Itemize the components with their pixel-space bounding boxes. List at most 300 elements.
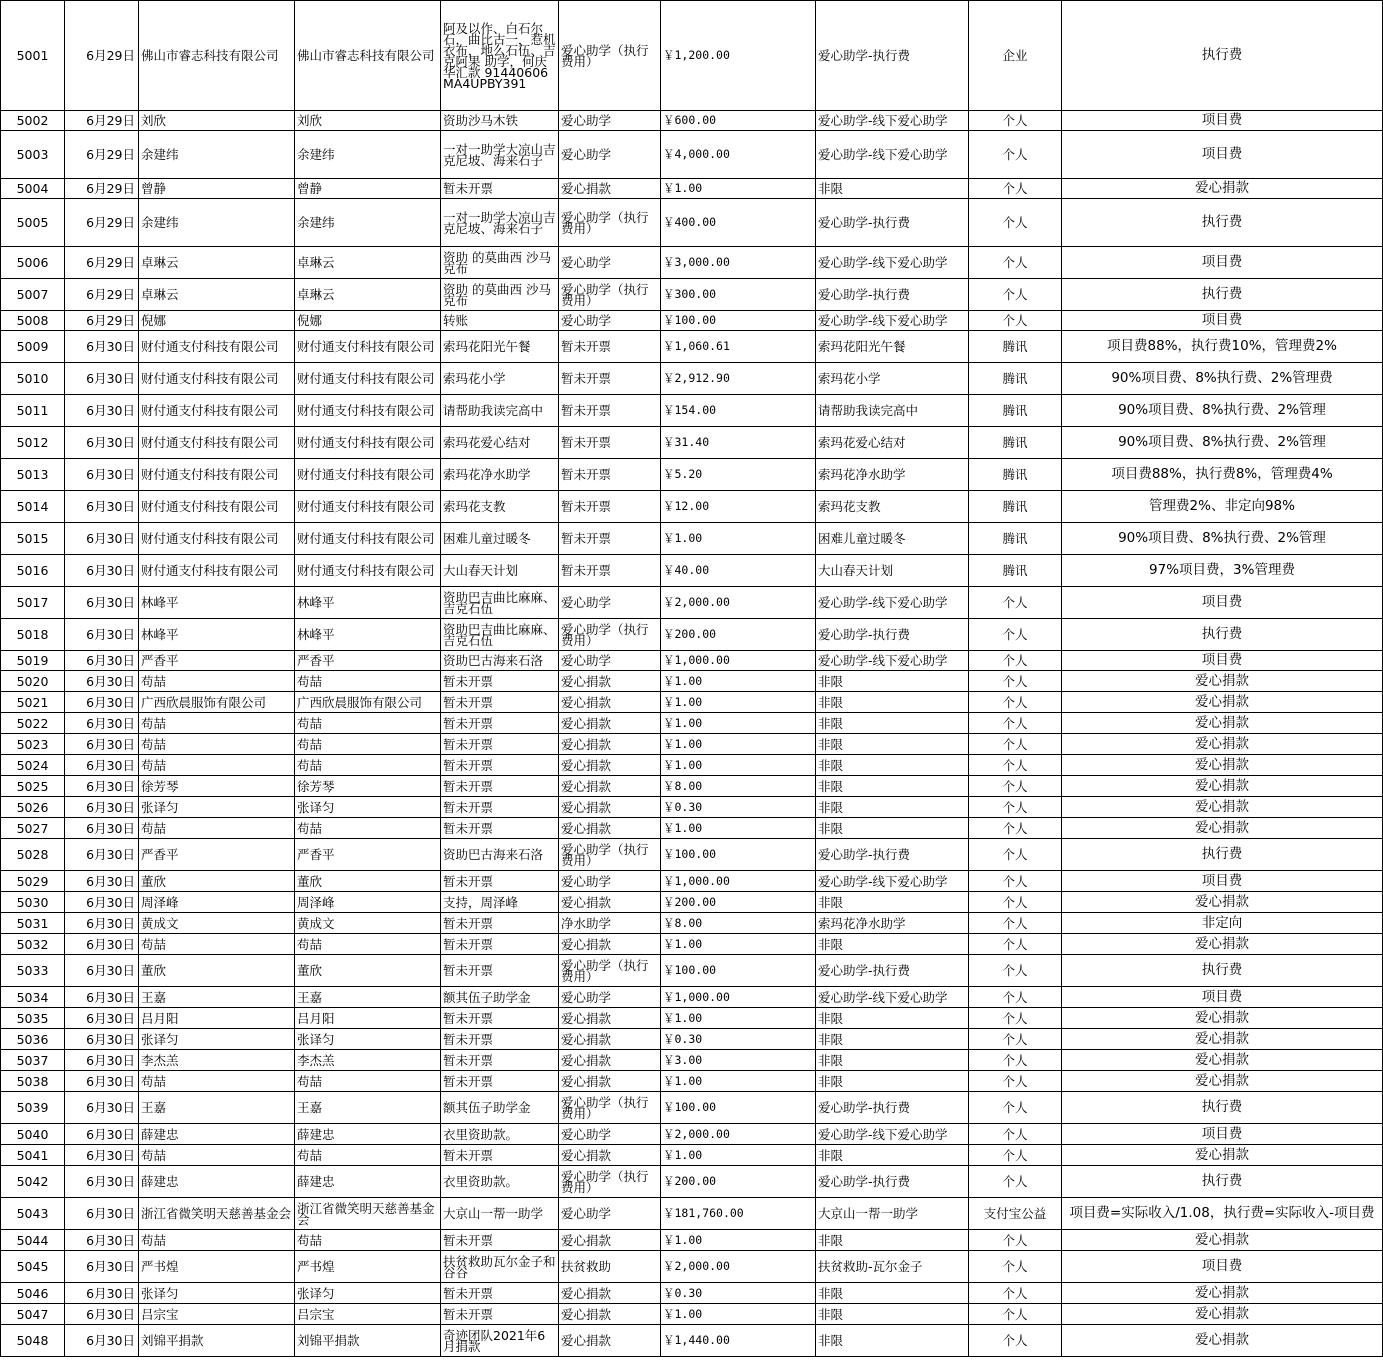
table-row <box>1 892 1383 913</box>
row-donor-name: 财付通支付科技有限公司 <box>139 331 295 363</box>
row-payer-name: 苟喆 <box>295 1071 441 1092</box>
row-date: 6月30日 <box>65 734 139 755</box>
row-payer-name: 张译匀 <box>295 1029 441 1050</box>
row-fee-category: 项目费 <box>1062 871 1383 892</box>
row-project: 爱心助学-线下爱心助学 <box>816 131 969 179</box>
row-donation-type: 爱心捐款 <box>559 1230 661 1251</box>
row-payer-name: 周泽峰 <box>295 892 441 913</box>
table-row <box>1 1325 1383 1357</box>
row-id: 5012 <box>1 427 65 459</box>
row-project: 非限 <box>816 1145 969 1166</box>
row-source: 腾讯 <box>969 395 1062 427</box>
row-source: 个人 <box>969 1230 1062 1251</box>
row-donation-type: 扶贫救助 <box>559 1251 661 1283</box>
row-fee-category: 执行费 <box>1062 1166 1383 1198</box>
row-payer-name: 苟喆 <box>295 755 441 776</box>
row-project: 爱心助学-线下爱心助学 <box>816 111 969 131</box>
row-source: 支付宝公益 <box>969 1198 1062 1230</box>
row-memo: 转账 <box>441 311 559 331</box>
row-fee-category: 90%项目费、8%执行费、2%管理 <box>1062 427 1383 459</box>
row-memo: 暂未开票 <box>441 955 559 987</box>
row-date: 6月30日 <box>65 619 139 651</box>
row-memo: 支持，周泽峰 <box>441 892 559 913</box>
table-row <box>1 1230 1383 1251</box>
row-memo: 扶贫救助瓦尔金子和谷谷 <box>441 1251 559 1283</box>
row-id: 5010 <box>1 363 65 395</box>
row-id: 5031 <box>1 913 65 934</box>
row-date: 6月30日 <box>65 555 139 587</box>
row-date: 6月30日 <box>65 871 139 892</box>
row-memo: 资助巴吉曲比麻麻、吉克石伍 <box>441 587 559 619</box>
row-source: 个人 <box>969 131 1062 179</box>
row-memo: 暂未开票 <box>441 871 559 892</box>
row-donor-name: 林峰平 <box>139 619 295 651</box>
table-row <box>1 1198 1383 1230</box>
row-source: 个人 <box>969 651 1062 671</box>
row-source: 企业 <box>969 1 1062 111</box>
row-amount: ￥1,200.00 <box>661 1 816 111</box>
table-row <box>1 179 1383 199</box>
row-amount: ￥1.00 <box>661 1230 816 1251</box>
row-date: 6月30日 <box>65 987 139 1008</box>
row-donation-type: 爱心捐款 <box>559 892 661 913</box>
row-source: 个人 <box>969 776 1062 797</box>
row-id: 5028 <box>1 839 65 871</box>
row-donor-name: 吕月阳 <box>139 1008 295 1029</box>
row-fee-category: 非定向 <box>1062 913 1383 934</box>
row-date: 6月29日 <box>65 111 139 131</box>
row-project: 非限 <box>816 755 969 776</box>
row-amount: ￥40.00 <box>661 555 816 587</box>
row-donor-name: 徐芳琴 <box>139 776 295 797</box>
row-source: 个人 <box>969 1092 1062 1124</box>
row-donation-type: 爱心助学（执行费用） <box>559 619 661 651</box>
row-donor-name: 卓琳云 <box>139 279 295 311</box>
row-source: 个人 <box>969 987 1062 1008</box>
row-project: 爱心助学-执行费 <box>816 1166 969 1198</box>
row-date: 6月30日 <box>65 395 139 427</box>
row-id: 5045 <box>1 1251 65 1283</box>
row-amount: ￥1.00 <box>661 523 816 555</box>
row-date: 6月30日 <box>65 427 139 459</box>
row-payer-name: 李杰羔 <box>295 1050 441 1071</box>
row-memo: 暂未开票 <box>441 692 559 713</box>
row-donor-name: 财付通支付科技有限公司 <box>139 459 295 491</box>
row-project: 非限 <box>816 1283 969 1304</box>
row-amount: ￥1.00 <box>661 692 816 713</box>
row-date: 6月30日 <box>65 839 139 871</box>
row-id: 5042 <box>1 1166 65 1198</box>
row-donation-type: 爱心助学（执行费用） <box>559 955 661 987</box>
row-source: 个人 <box>969 311 1062 331</box>
table-row <box>1 1008 1383 1029</box>
row-donation-type: 爱心捐款 <box>559 1283 661 1304</box>
row-amount: ￥300.00 <box>661 279 816 311</box>
table-row <box>1 934 1383 955</box>
row-donation-type: 爱心捐款 <box>559 1071 661 1092</box>
row-donor-name: 张译匀 <box>139 797 295 818</box>
row-memo: 暂未开票 <box>441 179 559 199</box>
row-donation-type: 暂未开票 <box>559 331 661 363</box>
row-payer-name: 财付通支付科技有限公司 <box>295 491 441 523</box>
row-donor-name: 苟喆 <box>139 734 295 755</box>
row-donor-name: 浙江省微笑明天慈善基金会 <box>139 1198 295 1230</box>
row-memo: 暂未开票 <box>441 1145 559 1166</box>
row-memo: 衣里资助款。 <box>441 1166 559 1198</box>
table-row <box>1 491 1383 523</box>
row-payer-name: 王嘉 <box>295 1092 441 1124</box>
row-memo: 暂未开票 <box>441 1283 559 1304</box>
table-row <box>1 713 1383 734</box>
row-project: 请帮助我读完高中 <box>816 395 969 427</box>
row-donor-name: 苟喆 <box>139 1071 295 1092</box>
row-source: 个人 <box>969 955 1062 987</box>
row-payer-name: 苟喆 <box>295 734 441 755</box>
row-payer-name: 吕宗宝 <box>295 1304 441 1325</box>
row-source: 个人 <box>969 1283 1062 1304</box>
row-date: 6月30日 <box>65 1251 139 1283</box>
row-donor-name: 董欣 <box>139 871 295 892</box>
row-fee-category: 项目费 <box>1062 111 1383 131</box>
row-source: 个人 <box>969 818 1062 839</box>
row-amount: ￥1.00 <box>661 713 816 734</box>
row-donation-type: 爱心助学 <box>559 111 661 131</box>
row-id: 5037 <box>1 1050 65 1071</box>
row-source: 个人 <box>969 934 1062 955</box>
row-date: 6月30日 <box>65 523 139 555</box>
row-project: 爱心助学-执行费 <box>816 955 969 987</box>
row-id: 5013 <box>1 459 65 491</box>
row-payer-name: 苟喆 <box>295 1145 441 1166</box>
row-project: 大京山一帮一助学 <box>816 1198 969 1230</box>
row-memo: 暂未开票 <box>441 734 559 755</box>
row-payer-name: 张译匀 <box>295 797 441 818</box>
row-memo: 暂未开票 <box>441 1008 559 1029</box>
row-fee-category: 爱心捐款 <box>1062 1283 1383 1304</box>
table-row <box>1 311 1383 331</box>
table-row <box>1 555 1383 587</box>
row-source: 个人 <box>969 1071 1062 1092</box>
table-row <box>1 587 1383 619</box>
row-fee-category: 90%项目费、8%执行费、2%管理费 <box>1062 363 1383 395</box>
row-payer-name: 刘欣 <box>295 111 441 131</box>
row-fee-category: 爱心捐款 <box>1062 755 1383 776</box>
row-id: 5009 <box>1 331 65 363</box>
row-payer-name: 浙江省微笑明天慈善基金会 <box>295 1198 441 1230</box>
ledger-body <box>1 1 1383 1357</box>
row-amount: ￥1.00 <box>661 934 816 955</box>
table-row <box>1 1092 1383 1124</box>
row-date: 6月30日 <box>65 1050 139 1071</box>
row-source: 个人 <box>969 199 1062 247</box>
row-payer-name: 广西欣晨服饰有限公司 <box>295 692 441 713</box>
row-payer-name: 苟喆 <box>295 713 441 734</box>
row-donation-type: 爱心捐款 <box>559 1325 661 1357</box>
row-id: 5023 <box>1 734 65 755</box>
row-amount: ￥0.30 <box>661 1283 816 1304</box>
row-project: 非限 <box>816 1304 969 1325</box>
row-source: 个人 <box>969 692 1062 713</box>
row-payer-name: 苟喆 <box>295 818 441 839</box>
row-date: 6月29日 <box>65 247 139 279</box>
table-row <box>1 839 1383 871</box>
row-payer-name: 王嘉 <box>295 987 441 1008</box>
row-fee-category: 执行费 <box>1062 279 1383 311</box>
row-payer-name: 财付通支付科技有限公司 <box>295 523 441 555</box>
row-donor-name: 财付通支付科技有限公司 <box>139 363 295 395</box>
row-memo: 暂未开票 <box>441 913 559 934</box>
row-source: 个人 <box>969 839 1062 871</box>
row-project: 非限 <box>816 1029 969 1050</box>
row-project: 爱心助学-执行费 <box>816 619 969 651</box>
row-donor-name: 周泽峰 <box>139 892 295 913</box>
row-donor-name: 刘锦平捐款 <box>139 1325 295 1357</box>
row-amount: ￥3.00 <box>661 1050 816 1071</box>
row-project: 爱心助学-执行费 <box>816 839 969 871</box>
row-date: 6月30日 <box>65 1198 139 1230</box>
row-id: 5033 <box>1 955 65 987</box>
table-row <box>1 1145 1383 1166</box>
row-amount: ￥0.30 <box>661 797 816 818</box>
row-payer-name: 董欣 <box>295 871 441 892</box>
row-amount: ￥2,000.00 <box>661 587 816 619</box>
row-fee-category: 爱心捐款 <box>1062 797 1383 818</box>
row-source: 个人 <box>969 279 1062 311</box>
row-id: 5046 <box>1 1283 65 1304</box>
row-amount: ￥1.00 <box>661 755 816 776</box>
row-project: 索玛花支教 <box>816 491 969 523</box>
row-amount: ￥400.00 <box>661 199 816 247</box>
row-id: 5043 <box>1 1198 65 1230</box>
row-project: 非限 <box>816 818 969 839</box>
row-donor-name: 财付通支付科技有限公司 <box>139 427 295 459</box>
row-source: 个人 <box>969 587 1062 619</box>
row-donor-name: 苟喆 <box>139 934 295 955</box>
row-source: 腾讯 <box>969 555 1062 587</box>
row-donation-type: 爱心助学 <box>559 1198 661 1230</box>
row-donation-type: 爱心捐款 <box>559 1029 661 1050</box>
row-fee-category: 项目费 <box>1062 651 1383 671</box>
row-project: 非限 <box>816 734 969 755</box>
row-id: 5038 <box>1 1071 65 1092</box>
row-donation-type: 爱心捐款 <box>559 734 661 755</box>
row-date: 6月30日 <box>65 1230 139 1251</box>
row-amount: ￥200.00 <box>661 892 816 913</box>
row-payer-name: 财付通支付科技有限公司 <box>295 331 441 363</box>
row-project: 非限 <box>816 934 969 955</box>
row-payer-name: 佛山市睿志科技有限公司 <box>295 1 441 111</box>
row-donation-type: 暂未开票 <box>559 427 661 459</box>
table-row <box>1 1304 1383 1325</box>
row-donation-type: 爱心助学 <box>559 247 661 279</box>
row-memo: 暂未开票 <box>441 934 559 955</box>
row-project: 索玛花阳光午餐 <box>816 331 969 363</box>
row-donor-name: 董欣 <box>139 955 295 987</box>
row-donation-type: 暂未开票 <box>559 363 661 395</box>
row-memo: 困难儿童过暖冬 <box>441 523 559 555</box>
row-memo: 暂未开票 <box>441 1304 559 1325</box>
row-donation-type: 爱心捐款 <box>559 818 661 839</box>
row-amount: ￥1.00 <box>661 1304 816 1325</box>
row-payer-name: 徐芳琴 <box>295 776 441 797</box>
row-project: 爱心助学-线下爱心助学 <box>816 311 969 331</box>
table-row <box>1 1029 1383 1050</box>
row-id: 5015 <box>1 523 65 555</box>
row-memo: 暂未开票 <box>441 818 559 839</box>
row-fee-category: 爱心捐款 <box>1062 1008 1383 1029</box>
row-date: 6月29日 <box>65 311 139 331</box>
row-amount: ￥31.40 <box>661 427 816 459</box>
row-payer-name: 严香平 <box>295 651 441 671</box>
row-fee-category: 爱心捐款 <box>1062 1071 1383 1092</box>
row-donation-type: 爱心捐款 <box>559 713 661 734</box>
row-donor-name: 苟喆 <box>139 818 295 839</box>
row-id: 5001 <box>1 1 65 111</box>
row-id: 5047 <box>1 1304 65 1325</box>
row-amount: ￥0.30 <box>661 1029 816 1050</box>
row-amount: ￥1,060.61 <box>661 331 816 363</box>
row-donation-type: 爱心捐款 <box>559 776 661 797</box>
row-date: 6月30日 <box>65 934 139 955</box>
row-id: 5019 <box>1 651 65 671</box>
row-donation-type: 暂未开票 <box>559 523 661 555</box>
row-fee-category: 爱心捐款 <box>1062 1145 1383 1166</box>
row-project: 爱心助学-执行费 <box>816 1 969 111</box>
row-date: 6月30日 <box>65 651 139 671</box>
row-amount: ￥1.00 <box>661 1071 816 1092</box>
row-donation-type: 爱心捐款 <box>559 755 661 776</box>
row-project: 爱心助学-线下爱心助学 <box>816 871 969 892</box>
table-row <box>1 459 1383 491</box>
row-project: 索玛花净水助学 <box>816 913 969 934</box>
row-fee-category: 执行费 <box>1062 1 1383 111</box>
row-source: 腾讯 <box>969 331 1062 363</box>
row-fee-category: 项目费 <box>1062 587 1383 619</box>
row-project: 爱心助学-线下爱心助学 <box>816 987 969 1008</box>
row-memo: 资助 的莫曲西 沙马克布 <box>441 247 559 279</box>
table-row <box>1 871 1383 892</box>
row-amount: ￥1,000.00 <box>661 987 816 1008</box>
row-project: 非限 <box>816 892 969 913</box>
table-row <box>1 331 1383 363</box>
row-fee-category: 项目费=实际收入/1.08，执行费=实际收入-项目费 <box>1062 1198 1383 1230</box>
row-donation-type: 爱心捐款 <box>559 179 661 199</box>
row-memo: 资助巴古海来石洛 <box>441 651 559 671</box>
row-date: 6月30日 <box>65 331 139 363</box>
row-donor-name: 财付通支付科技有限公司 <box>139 395 295 427</box>
row-payer-name: 薛建忠 <box>295 1166 441 1198</box>
row-donor-name: 财付通支付科技有限公司 <box>139 523 295 555</box>
row-amount: ￥1,000.00 <box>661 871 816 892</box>
table-row <box>1 427 1383 459</box>
table-row <box>1 1166 1383 1198</box>
row-donation-type: 爱心助学（执行费用） <box>559 279 661 311</box>
table-row <box>1 279 1383 311</box>
row-payer-name: 刘锦平捐款 <box>295 1325 441 1357</box>
row-donor-name: 李杰羔 <box>139 1050 295 1071</box>
row-amount: ￥100.00 <box>661 1092 816 1124</box>
row-fee-category: 爱心捐款 <box>1062 692 1383 713</box>
table-row <box>1 199 1383 247</box>
row-donor-name: 苟喆 <box>139 1145 295 1166</box>
table-row <box>1 913 1383 934</box>
row-amount: ￥2,912.90 <box>661 363 816 395</box>
table-row <box>1 363 1383 395</box>
row-date: 6月30日 <box>65 1029 139 1050</box>
row-fee-category: 爱心捐款 <box>1062 1029 1383 1050</box>
row-amount: ￥600.00 <box>661 111 816 131</box>
row-donation-type: 暂未开票 <box>559 459 661 491</box>
row-memo: 额其伍子助学金 <box>441 1092 559 1124</box>
table-row <box>1 818 1383 839</box>
row-date: 6月30日 <box>65 1092 139 1124</box>
row-id: 5004 <box>1 179 65 199</box>
row-source: 个人 <box>969 1008 1062 1029</box>
row-id: 5005 <box>1 199 65 247</box>
row-memo: 额其伍子助学金 <box>441 987 559 1008</box>
row-payer-name: 林峰平 <box>295 587 441 619</box>
row-source: 个人 <box>969 671 1062 692</box>
row-fee-category: 爱心捐款 <box>1062 671 1383 692</box>
row-source: 个人 <box>969 619 1062 651</box>
row-donor-name: 薛建忠 <box>139 1124 295 1145</box>
row-id: 5029 <box>1 871 65 892</box>
table-row <box>1 776 1383 797</box>
row-fee-category: 爱心捐款 <box>1062 713 1383 734</box>
row-fee-category: 爱心捐款 <box>1062 892 1383 913</box>
row-date: 6月30日 <box>65 776 139 797</box>
row-project: 爱心助学-线下爱心助学 <box>816 1124 969 1145</box>
row-date: 6月29日 <box>65 199 139 247</box>
row-fee-category: 项目费 <box>1062 131 1383 179</box>
row-donation-type: 爱心捐款 <box>559 1145 661 1166</box>
row-date: 6月30日 <box>65 1304 139 1325</box>
row-id: 5011 <box>1 395 65 427</box>
row-fee-category: 执行费 <box>1062 619 1383 651</box>
row-donor-name: 苟喆 <box>139 671 295 692</box>
row-payer-name: 财付通支付科技有限公司 <box>295 555 441 587</box>
row-donation-type: 爱心捐款 <box>559 1008 661 1029</box>
row-date: 6月30日 <box>65 1071 139 1092</box>
row-donor-name: 王嘉 <box>139 1092 295 1124</box>
row-memo: 暂未开票 <box>441 671 559 692</box>
row-id: 5003 <box>1 131 65 179</box>
table-row <box>1 734 1383 755</box>
row-date: 6月30日 <box>65 1283 139 1304</box>
row-source: 个人 <box>969 797 1062 818</box>
row-id: 5048 <box>1 1325 65 1357</box>
row-payer-name: 曾静 <box>295 179 441 199</box>
row-fee-category: 90%项目费、8%执行费、2%管理 <box>1062 395 1383 427</box>
row-date: 6月30日 <box>65 1325 139 1357</box>
row-source: 个人 <box>969 1251 1062 1283</box>
table-row <box>1 619 1383 651</box>
row-project: 大山春天计划 <box>816 555 969 587</box>
row-fee-category: 项目费 <box>1062 311 1383 331</box>
row-fee-category: 爱心捐款 <box>1062 734 1383 755</box>
row-memo: 暂未开票 <box>441 1050 559 1071</box>
row-donation-type: 爱心助学 <box>559 1124 661 1145</box>
row-donor-name: 黄成文 <box>139 913 295 934</box>
row-source: 个人 <box>969 1304 1062 1325</box>
row-fee-category: 执行费 <box>1062 199 1383 247</box>
table-row <box>1 395 1383 427</box>
row-payer-name: 余建纬 <box>295 199 441 247</box>
row-amount: ￥100.00 <box>661 955 816 987</box>
row-donation-type: 爱心助学 <box>559 871 661 892</box>
row-donor-name: 吕宗宝 <box>139 1304 295 1325</box>
row-donor-name: 苟喆 <box>139 713 295 734</box>
